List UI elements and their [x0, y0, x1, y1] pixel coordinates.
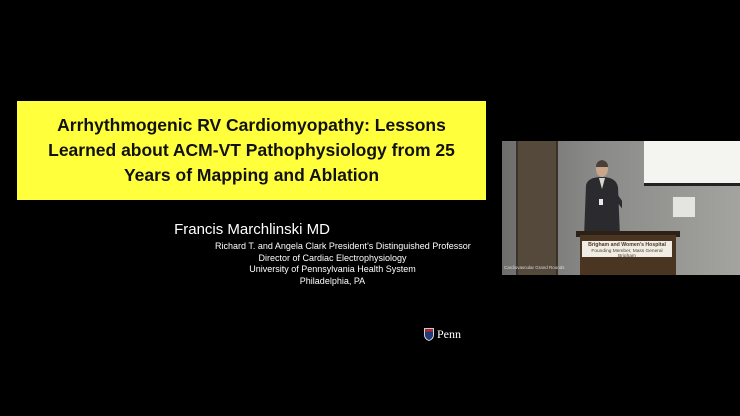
slide-title: Arrhythmogenic RV Cardiomyopathy: Lessons Learned about ACM-VT Pathophysiology from 25 Years of Mapping and Ablation [48, 115, 455, 185]
speaker-video-feed [502, 141, 740, 275]
penn-shield-icon [424, 328, 434, 341]
presenter-name: Francis Marchlinski MD [174, 221, 330, 238]
logo-text: Penn [437, 326, 461, 341]
penn-logo [424, 326, 461, 342]
video-projection-screen [644, 141, 740, 186]
presenter-line-location: Philadelphia, PA [299, 275, 366, 286]
presenter-block [172, 220, 332, 239]
presenter-line-role: Director of Cardiac Electrophysiology [258, 252, 407, 263]
speaker-figure [572, 157, 622, 237]
presenter-affiliations [215, 241, 471, 287]
podium-sign-line1: Brigham and Women's Hospital [588, 242, 666, 248]
video-caption: Cardiovascular Grand Rounds [504, 265, 565, 270]
presenter-line-institution: University of Pennsylvania Health System [249, 264, 416, 274]
presenter-line-title: Richard T. and Angela Clark President’s Distinguished Professor [215, 241, 471, 251]
podium-sign-line2: Founding Member, Mass General Brigham [591, 248, 663, 259]
podium-sign [582, 241, 672, 257]
title-box [17, 101, 486, 200]
video-door [516, 141, 558, 275]
video-wall-panel [672, 196, 696, 218]
